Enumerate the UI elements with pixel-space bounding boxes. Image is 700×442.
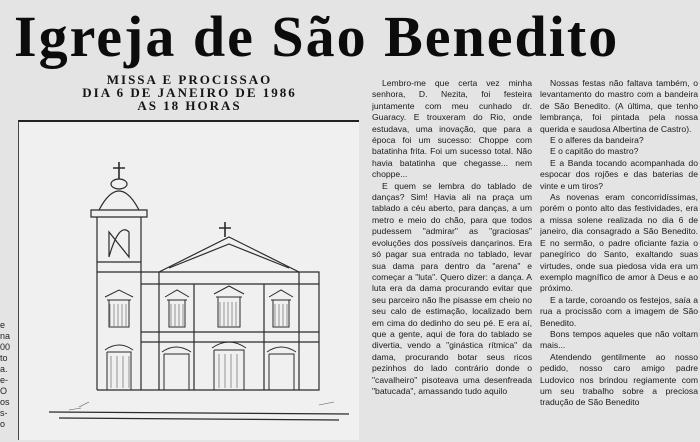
event-announcement xyxy=(22,73,357,112)
right-column-paragraph: E o alferes da bandeira? xyxy=(550,135,644,146)
right-column-paragraph: Atendendo gentilmente ao nosso pedido, nosso caro amigo padre Ludovico nos brindou regiamente com um seu trabalho sobre a preciosa tradução de São Benedito xyxy=(540,351,698,408)
church-illustration xyxy=(18,120,359,440)
article-column-right xyxy=(540,78,698,442)
fragment-line: o xyxy=(0,419,6,429)
right-column-paragraph: Bons tempos aqueles que não voltam mais... xyxy=(540,328,698,351)
right-column-paragraph: Nossas festas não faltava também, o levantamento do mastro com a bandeira de São Benedito. (A última, que tenho lembrança, foi pintada pela nossa querida e saudosa Albertina de Castro). xyxy=(540,78,698,134)
fragment-line: s- xyxy=(0,408,8,418)
right-column-paragraph: E a tarde, coroando os festejos, saía a rua a procissão com a imagem de São Benedito. xyxy=(540,294,698,328)
event-line-1: MISSA E PROCISSAO xyxy=(106,72,273,87)
church-drawing-icon xyxy=(19,122,359,440)
event-line-3: AS 18 HORAS xyxy=(137,98,242,113)
right-column-paragraph: E o capitão do mastro? xyxy=(550,146,639,157)
fragment-line: os xyxy=(0,397,10,407)
middle-column-paragraph: E quem se lembra do tablado de danças? Sim! Havia ali na praça um tablado a céu aberto, para danças, a um metro e meio do chão, para que todos pudessem "admirar" as "graciosas" evoluções dos possíveis dançarinos. Era só pagar sua entrada no tablado, levar sua dama para dentro da "arena" e começar a "luta". Quero dizer: a dança. A luta era da dama procurando evitar que seu parceiro não lhe pisasse em cheio no seu calo de estimação, localizado bem em cima do dedinho do seu pé. E era aí, que a gente, aqui de fora do tablado se divertia, vendo a "ginástica rítmica" da dama, procurando botar seus ricos pezinhos do lado contrário donde o "cavalheiro" pisoteava uma desenfreada "batucada", amassando tudo aquilo xyxy=(372,180,532,396)
middle-column-paragraph: Lembro-me que certa vez minha senhora, D. Nezita, foi festeira juntamente com meu cunhado dr. Guaracy. E trouxeram do Rio, onde estudava, uma inovação, que para a época foi um sucesso: Choppe com batatinha frita. Foi um sucesso total. Não havia batatinha que chegasse... nem choppe... xyxy=(372,78,532,180)
fragment-line: to xyxy=(0,353,8,363)
masthead-title: Igreja de São Benedito xyxy=(14,4,620,69)
right-column-paragraph: As novenas eram concorridíssimas, porém o ponto alto das festividades, era a missa solene realizada no dia 6 de janeiro, dia consagrado a São Benedito. E no sermão, o padre oficiante fazia o panegírico do Santo, exaltando suas virtudes, onde sua piedosa vida era um exemplo magnífico de amor à Deus e ao próximo. xyxy=(540,192,698,294)
fragment-line: 00 xyxy=(0,342,11,352)
fragment-line: e- xyxy=(0,375,9,385)
fragment-line: na xyxy=(0,331,11,341)
event-line-2: DIA 6 DE JANEIRO DE 1986 xyxy=(82,85,297,100)
fragment-line: e xyxy=(0,320,6,330)
fragment-line: O xyxy=(0,386,8,396)
fragment-line: a. xyxy=(0,364,8,374)
previous-column-fragment xyxy=(0,320,14,442)
right-column-paragraph: E a Banda tocando acompanhada do espocar dos rojões e das baterias de vinte e um tiros? xyxy=(540,157,698,191)
article-column-middle xyxy=(372,78,532,442)
